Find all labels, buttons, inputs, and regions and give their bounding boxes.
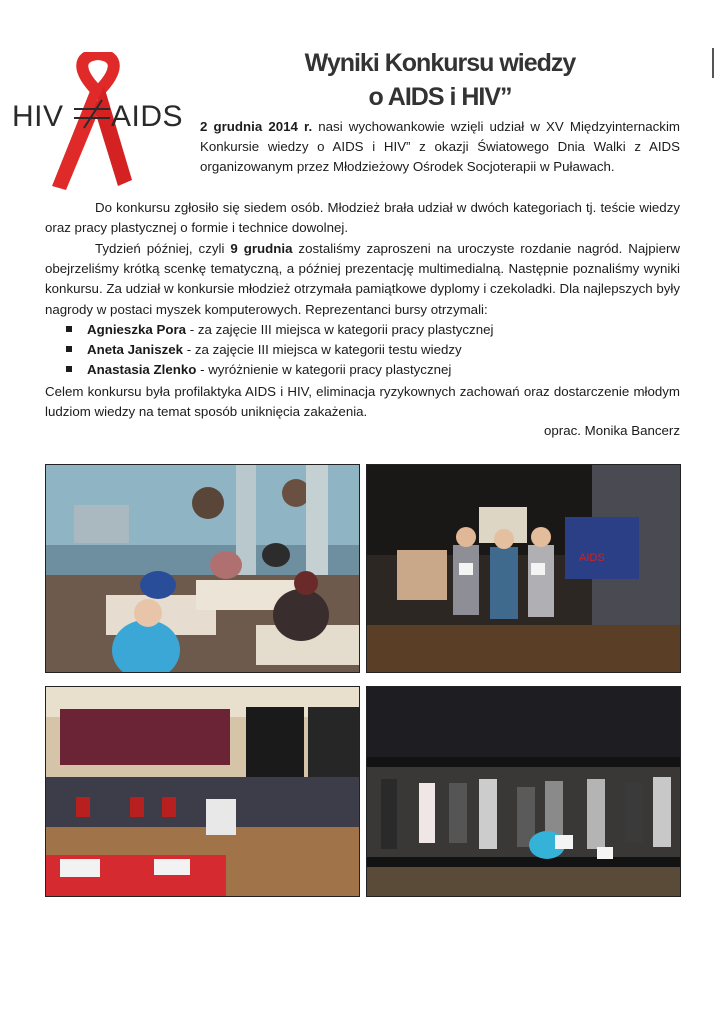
list-item (62, 340, 493, 360)
logo-hiv-text: HIV (12, 100, 64, 133)
list-item (62, 320, 493, 340)
winner-name: Aneta Janiszek (87, 342, 184, 358)
intro-paragraph (200, 117, 680, 178)
paragraph-3 (45, 239, 680, 320)
intro-date: 2 grudnia 2014 r. (200, 119, 313, 134)
paragraph-2: Do konkursu zgłosiło się siedem osób. Młodzież brała udział w dwóch kategoriach tj. teście wiedzy oraz pracy plastycznej o formie i technice dowolnej. (45, 200, 680, 236)
list-item (62, 360, 493, 380)
paragraph-3-after: zostaliśmy zaproszeni na uroczyste rozdanie nagród. Najpierw obejrzeliśmy krótką scenkę tematyczną, a później prezentację multimedialną. Następnie poznaliśmy wyniki konkursu. Za udział w konkursie młodzież otrzymała pamiątkowe dyplomy i czekoladki. Dla najlepszych były nagrody w postaci myszek komputerowych. Reprezentanci bursy otrzymali: (45, 241, 681, 317)
paragraph-3-date: 9 grudnia (230, 241, 293, 256)
intro-text: nasi wychowankowie wzięli udział w XV Międzyinternackim Konkursie wiedzy o AIDS i HIV” z okazji Światowego Dnia Walki z AIDS organizowanym przez Młodzieżowy Ośrodek Socjoterapii w Puławach. (200, 119, 680, 175)
winner-desc: - wyróżnienie w kategorii pracy plastycznej (196, 362, 452, 378)
logo-aids-text: AIDS (111, 100, 184, 133)
photo-winners-with-posters (366, 464, 681, 673)
paragraph-3-before: Tydzień później, czyli (95, 241, 231, 256)
winner-name: Agnieszka Pora (87, 322, 187, 337)
svg-text:AIDS: AIDS (579, 552, 605, 564)
page-title-line2: o AIDS i HIV” (368, 83, 512, 111)
photo-auditorium (45, 686, 360, 897)
author-signature: oprac. Monika Bancerz (544, 423, 680, 438)
page-edge-mark (712, 48, 714, 78)
winners-list (62, 320, 493, 381)
paragraph-4: Celem konkursu była profilaktyka AIDS i HIV, eliminacja ryzykownych zachowań oraz dostarczenie młodym ludziom wiedzy na temat sposób uniknięcia zakażenia. (45, 384, 680, 420)
winner-desc: - za zajęcie III miejsca w kategorii testu wiedzy (183, 342, 462, 358)
photo-group (366, 686, 681, 897)
winner-name: Anastasia Zlenko (87, 362, 197, 378)
winner-desc: - za zajęcie III miejsca w kategorii pracy plastycznej (186, 322, 494, 337)
page-title-line1: Wyniki Konkursu wiedzy (304, 49, 576, 77)
photo-classroom-test (45, 464, 360, 673)
hiv-aids-logo (10, 52, 190, 192)
